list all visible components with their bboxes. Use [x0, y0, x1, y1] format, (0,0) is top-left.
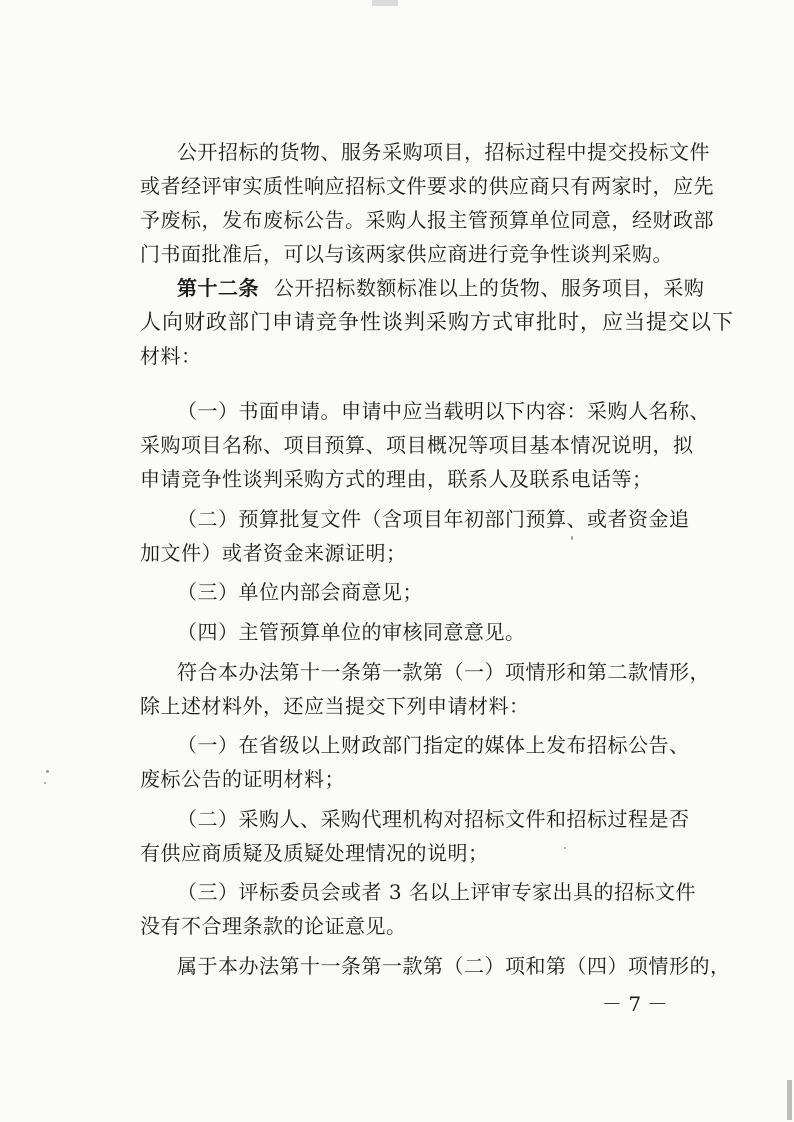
paragraph-10-line-2: 没有不合理条款的论证意见。	[140, 914, 407, 938]
paragraph-3-line-3: 申请竞争性谈判采购方式的理由，联系人及联系电话等；	[140, 467, 653, 491]
paragraph-7-line-2: 除上述材料外，还应当提交下列申请材料：	[140, 694, 530, 718]
scan-speck	[571, 536, 573, 540]
paragraph-3-line-2: 采购项目名称、项目预算、项目概况等项目基本情况说明，拟	[140, 433, 694, 457]
paragraph-5-line-1: （三）单位内部会商意见；	[177, 580, 423, 604]
paragraph-9-line-1: （二）采购人、采购代理机构对招标文件和招标过程是否	[177, 807, 690, 831]
paragraph-10-line-1: （三）评标委员会或者 3 名以上评审专家出具的招标文件	[177, 880, 696, 904]
paragraph-2-line-1-text: 公开招标数额标准以上的货物、服务项目，采购	[273, 276, 705, 300]
page-number: － 7 －	[602, 992, 668, 1016]
scan-speck	[44, 782, 46, 784]
paragraph-1-line-1: 公开招标的货物、服务采购项目，招标过程中提交投标文件	[177, 140, 710, 164]
paragraph-11-line-1: 属于本办法第十一条第一款第（二）项和第（四）项情形的，	[177, 954, 731, 978]
paragraph-2-line-3: 材料：	[140, 344, 202, 368]
article-heading: 第十二条	[177, 276, 259, 300]
scan-speck	[564, 847, 566, 849]
paragraph-8-line-2: 废标公告的证明材料；	[140, 767, 345, 791]
paragraph-3-line-1: （一）书面申请。申请中应当载明以下内容：采购人名称、	[177, 399, 710, 423]
paragraph-2-line-1	[177, 274, 704, 302]
scan-edge-mark	[787, 1080, 792, 1120]
paragraph-8-line-1: （一）在省级以上财政部门指定的媒体上发布招标公告、	[177, 733, 690, 757]
paragraph-2-line-2: 人向财政部门申请竞争性谈判采购方式审批时，应当提交以下	[140, 310, 734, 334]
paragraph-6-line-1: （四）主管预算单位的审核同意意见。	[177, 620, 526, 644]
scan-speck	[46, 770, 49, 773]
paragraph-1-line-4: 门书面批准后，可以与该两家供应商进行竞争性谈判采购。	[140, 242, 673, 266]
paragraph-7-line-1: 符合本办法第十一条第一款第（一）项情形和第二款情形，	[177, 660, 710, 684]
paragraph-4-line-1: （二）预算批复文件（含项目年初部门预算、或者资金追	[177, 507, 690, 531]
scan-edge-mark	[372, 0, 398, 6]
paragraph-1-line-2: 或者经评审实质性响应招标文件要求的供应商只有两家时，应先	[140, 174, 714, 198]
paragraph-9-line-2: 有供应商质疑及质疑处理情况的说明；	[140, 841, 489, 865]
paragraph-4-line-2: 加文件）或者资金来源证明；	[140, 541, 407, 565]
paragraph-1-line-3: 予废标，发布废标公告。采购人报主管预算单位同意，经财政部	[140, 208, 714, 232]
